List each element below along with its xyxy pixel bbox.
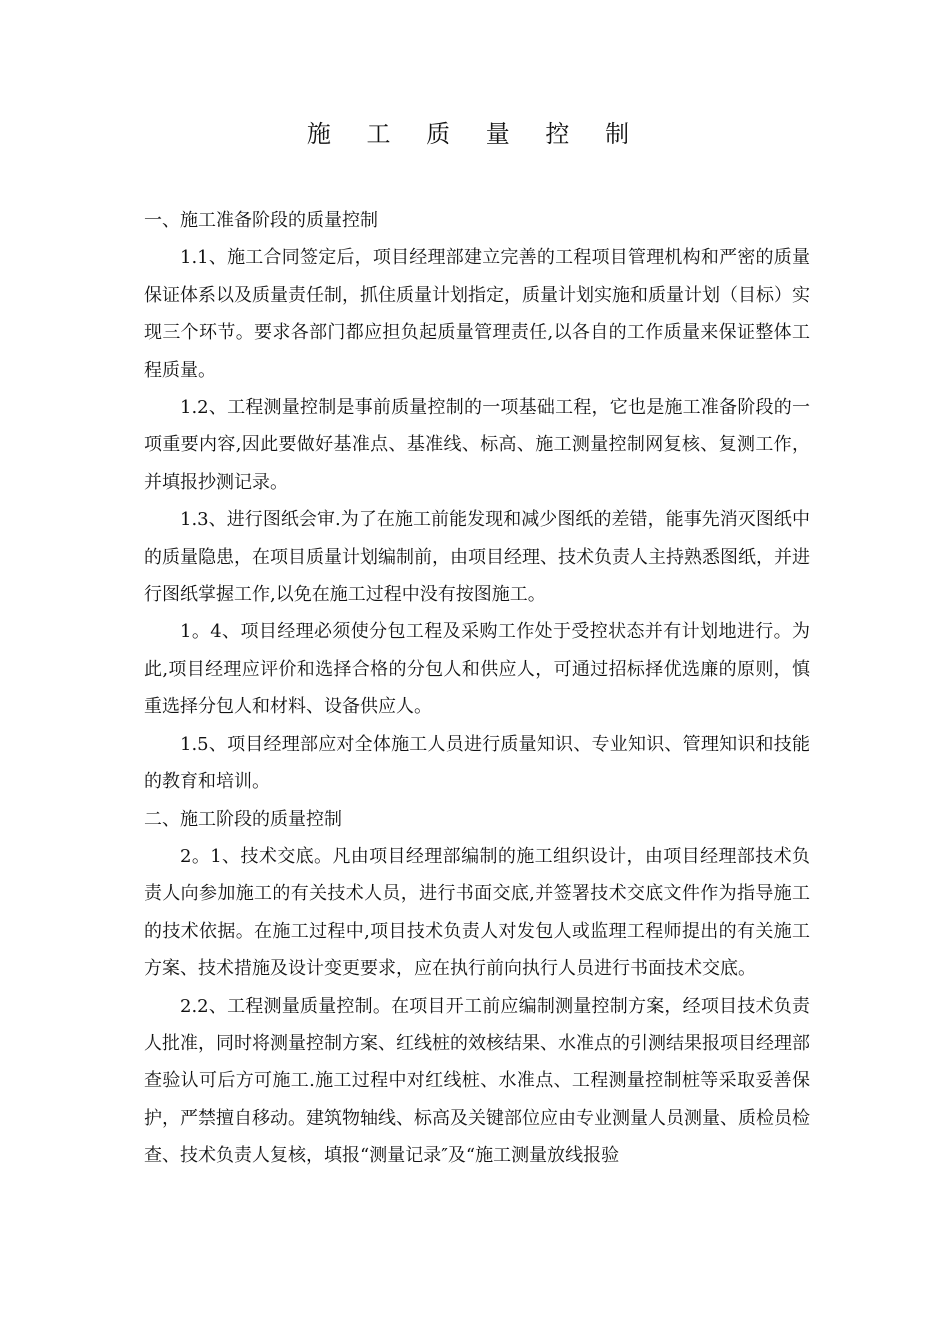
paragraph: 1.2、工程测量控制是事前质量控制的一项基础工程，它也是施工准备阶段的一项重要内容,因此要做好基准点、基准线、标高、施工测量控制网复核、复测工作，并填报抄测记录。: [144, 397, 810, 493]
section-heading: 二、施工阶段的质量控制: [144, 808, 342, 830]
document-title: 施 工 质 量 控 制: [306, 120, 644, 148]
document-body: [144, 202, 810, 1175]
paragraph: 2。1、技术交底。凡由项目经理部编制的施工组织设计，由项目经理部技术负责人向参加施工的有关技术人员，进行书面交底,并签署技术交底文件作为指导施工的技术依据。在施工过程中,项目技术负责人对发包人或监理工程师提出的有关施工方案、技术措施及设计变更要求，应在执行前向执行人员进行书面技术交底。: [144, 845, 810, 980]
paragraph: 1.3、进行图纸会审.为了在施工前能发现和减少图纸的差错，能事先消灭图纸中的质量隐患，在项目质量计划编制前，由项目经理、技术负责人主持熟悉图纸，并进行图纸掌握工作,以免在施工过程中没有按图施工。: [144, 509, 810, 606]
section-heading: 一、施工准备阶段的质量控制: [144, 210, 378, 231]
paragraph: 1.1、施工合同签定后，项目经理部建立完善的工程项目管理机构和严密的质量保证体系以及质量责任制，抓住质量计划指定，质量计划实施和质量计划（目标）实现三个环节。要求各部门都应担负起质量管理责任,以各自的工作质量来保证整体工程质量。: [144, 247, 810, 381]
paragraph: 1。4、项目经理必须使分包工程及采购工作处于受控状态并有计划地进行。为此,项目经理应评价和选择合格的分包人和供应人，可通过招标择优选廉的原则，慎重选择分包人和材料、设备供应人。: [144, 621, 810, 718]
paragraph: 1.5、项目经理部应对全体施工人员进行质量知识、专业知识、管理知识和技能的教育和培训。: [144, 733, 810, 793]
paragraph: 2.2、工程测量质量控制。在项目开工前应编制测量控制方案，经项目技术负责人批准，同时将测量控制方案、红线桩的效核结果、水准点的引测结果报项目经理部查验认可后方可施工.施工过程中对红线桩、水准点、工程测量控制桩等采取妥善保护，严禁擅自移动。建筑物轴线、标高及关键部位应由专业测量人员测量、质检员检查、技术负责人复核，填报“测量记录″及“施工测量放线报验: [144, 995, 810, 1167]
